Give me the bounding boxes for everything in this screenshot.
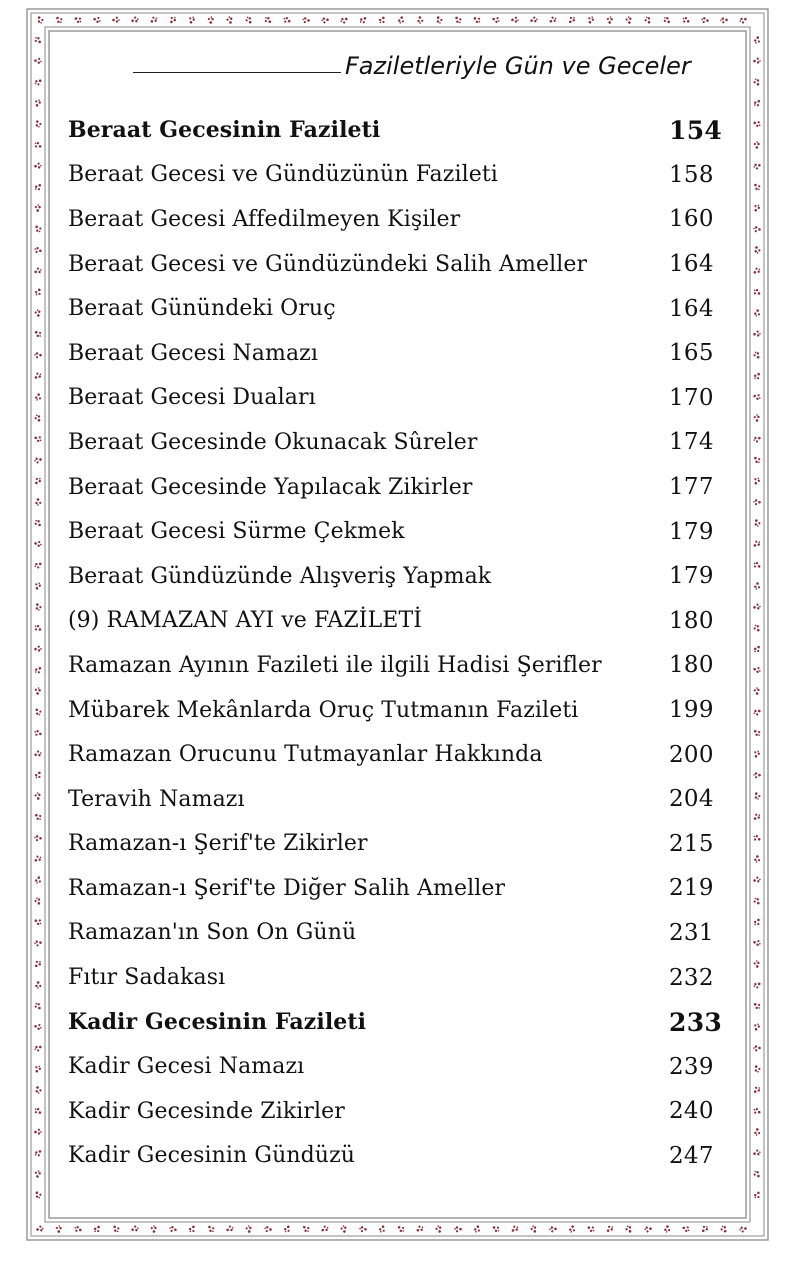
toc-entry-title: Beraat Gecesi ve Gündüzünün Fazileti [68, 162, 498, 188]
toc-entry [68, 688, 728, 733]
toc-entry-page-number: 179 [669, 518, 714, 545]
toc-entry [68, 822, 728, 867]
toc-entry [68, 465, 728, 510]
toc-entry-title: Kadir Gecesinin Fazileti [68, 1009, 367, 1036]
table-of-contents [68, 108, 728, 1178]
toc-entry-page-number: 180 [669, 607, 714, 634]
toc-entry [68, 1044, 728, 1089]
toc-entry-title: Beraat Gecesi Affedilmeyen Kişiler [68, 206, 461, 232]
toc-entry-page-number: 174 [669, 429, 714, 456]
toc-entry-title: Ramazan-ı Şerif'te Diğer Salih Ameller [68, 875, 506, 901]
toc-entry [68, 153, 728, 198]
toc-entry-title: Ramazan Orucunu Tutmayanlar Hakkında [68, 742, 543, 768]
toc-entry-title: Kadir Gecesinin Gündüzü [68, 1143, 356, 1169]
toc-entry [68, 1134, 728, 1179]
toc-entry-page-number: 204 [669, 786, 714, 813]
running-header-title: Faziletleriyle Gün ve Geceler [345, 52, 691, 80]
toc-entry [68, 197, 728, 242]
toc-entry [68, 1000, 728, 1045]
toc-entry-page-number: 215 [669, 830, 714, 857]
toc-entry-title: Beraat Gecesi ve Gündüzündeki Salih Ameller [68, 251, 588, 277]
toc-entry-title: Beraat Gecesinin Fazileti [68, 117, 381, 144]
toc-entry-page-number: 200 [669, 741, 714, 768]
toc-entry-title: Fıtır Sadakası [68, 965, 226, 991]
toc-entry-page-number: 177 [669, 474, 714, 501]
toc-entry-page-number: 199 [669, 697, 714, 724]
toc-entry [68, 732, 728, 777]
toc-entry-page-number: 158 [669, 161, 714, 188]
toc-entry-title: Kadir Gecesi Namazı [68, 1054, 305, 1080]
toc-entry-page-number: 164 [669, 251, 714, 278]
toc-entry [68, 331, 728, 376]
toc-entry [68, 643, 728, 688]
toc-entry-page-number: 170 [669, 384, 714, 411]
toc-entry-title: Beraat Gecesi Namazı [68, 340, 318, 366]
toc-entry-title: Mübarek Mekânlarda Oruç Tutmanın Fazileti [68, 697, 579, 723]
toc-entry [68, 777, 728, 822]
running-header [133, 52, 733, 86]
toc-entry [68, 108, 728, 153]
toc-entry-title: Ramazan-ı Şerif'te Zikirler [68, 831, 368, 857]
toc-entry-title: Kadir Gecesinde Zikirler [68, 1098, 345, 1124]
toc-entry-page-number: 165 [669, 340, 714, 367]
toc-entry-title: Beraat Gecesinde Yapılacak Zikirler [68, 474, 473, 500]
toc-entry-title: Beraat Gecesi Sürme Çekmek [68, 519, 405, 545]
toc-entry [68, 420, 728, 465]
toc-entry-page-number: 231 [669, 919, 714, 946]
toc-entry-page-number: 180 [669, 652, 714, 679]
toc-entry-page-number: 219 [669, 875, 714, 902]
toc-entry [68, 376, 728, 421]
toc-entry-page-number: 154 [669, 115, 723, 145]
toc-entry-title: Ramazan'ın Son On Günü [68, 920, 357, 946]
toc-entry [68, 866, 728, 911]
toc-entry-title: Ramazan Ayının Fazileti ile ilgili Hadisi Şerifler [68, 652, 602, 678]
toc-entry [68, 1089, 728, 1134]
toc-entry-page-number: 232 [669, 964, 714, 991]
toc-entry-title: Teravih Namazı [68, 786, 245, 812]
toc-entry-title: Beraat Gecesinde Okunacak Sûreler [68, 429, 478, 455]
toc-entry-page-number: 240 [669, 1098, 714, 1125]
toc-entry [68, 955, 728, 1000]
toc-entry [68, 286, 728, 331]
toc-entry [68, 599, 728, 644]
toc-entry-page-number: 247 [669, 1142, 714, 1169]
toc-entry-title: Beraat Günündeki Oruç [68, 296, 336, 322]
toc-entry-page-number: 233 [669, 1007, 723, 1037]
toc-entry-title: Beraat Gecesi Duaları [68, 385, 316, 411]
header-rule [133, 72, 341, 73]
toc-entry-page-number: 160 [669, 206, 714, 233]
toc-entry-page-number: 239 [669, 1053, 714, 1080]
toc-entry [68, 911, 728, 956]
toc-entry [68, 554, 728, 599]
toc-entry-title: Beraat Gündüzünde Alışveriş Yapmak [68, 563, 492, 589]
toc-entry [68, 509, 728, 554]
toc-entry-title: (9) RAMAZAN AYI ve FAZİLETİ [68, 608, 423, 634]
toc-entry [68, 242, 728, 287]
toc-entry-page-number: 164 [669, 295, 714, 322]
toc-entry-page-number: 179 [669, 563, 714, 590]
